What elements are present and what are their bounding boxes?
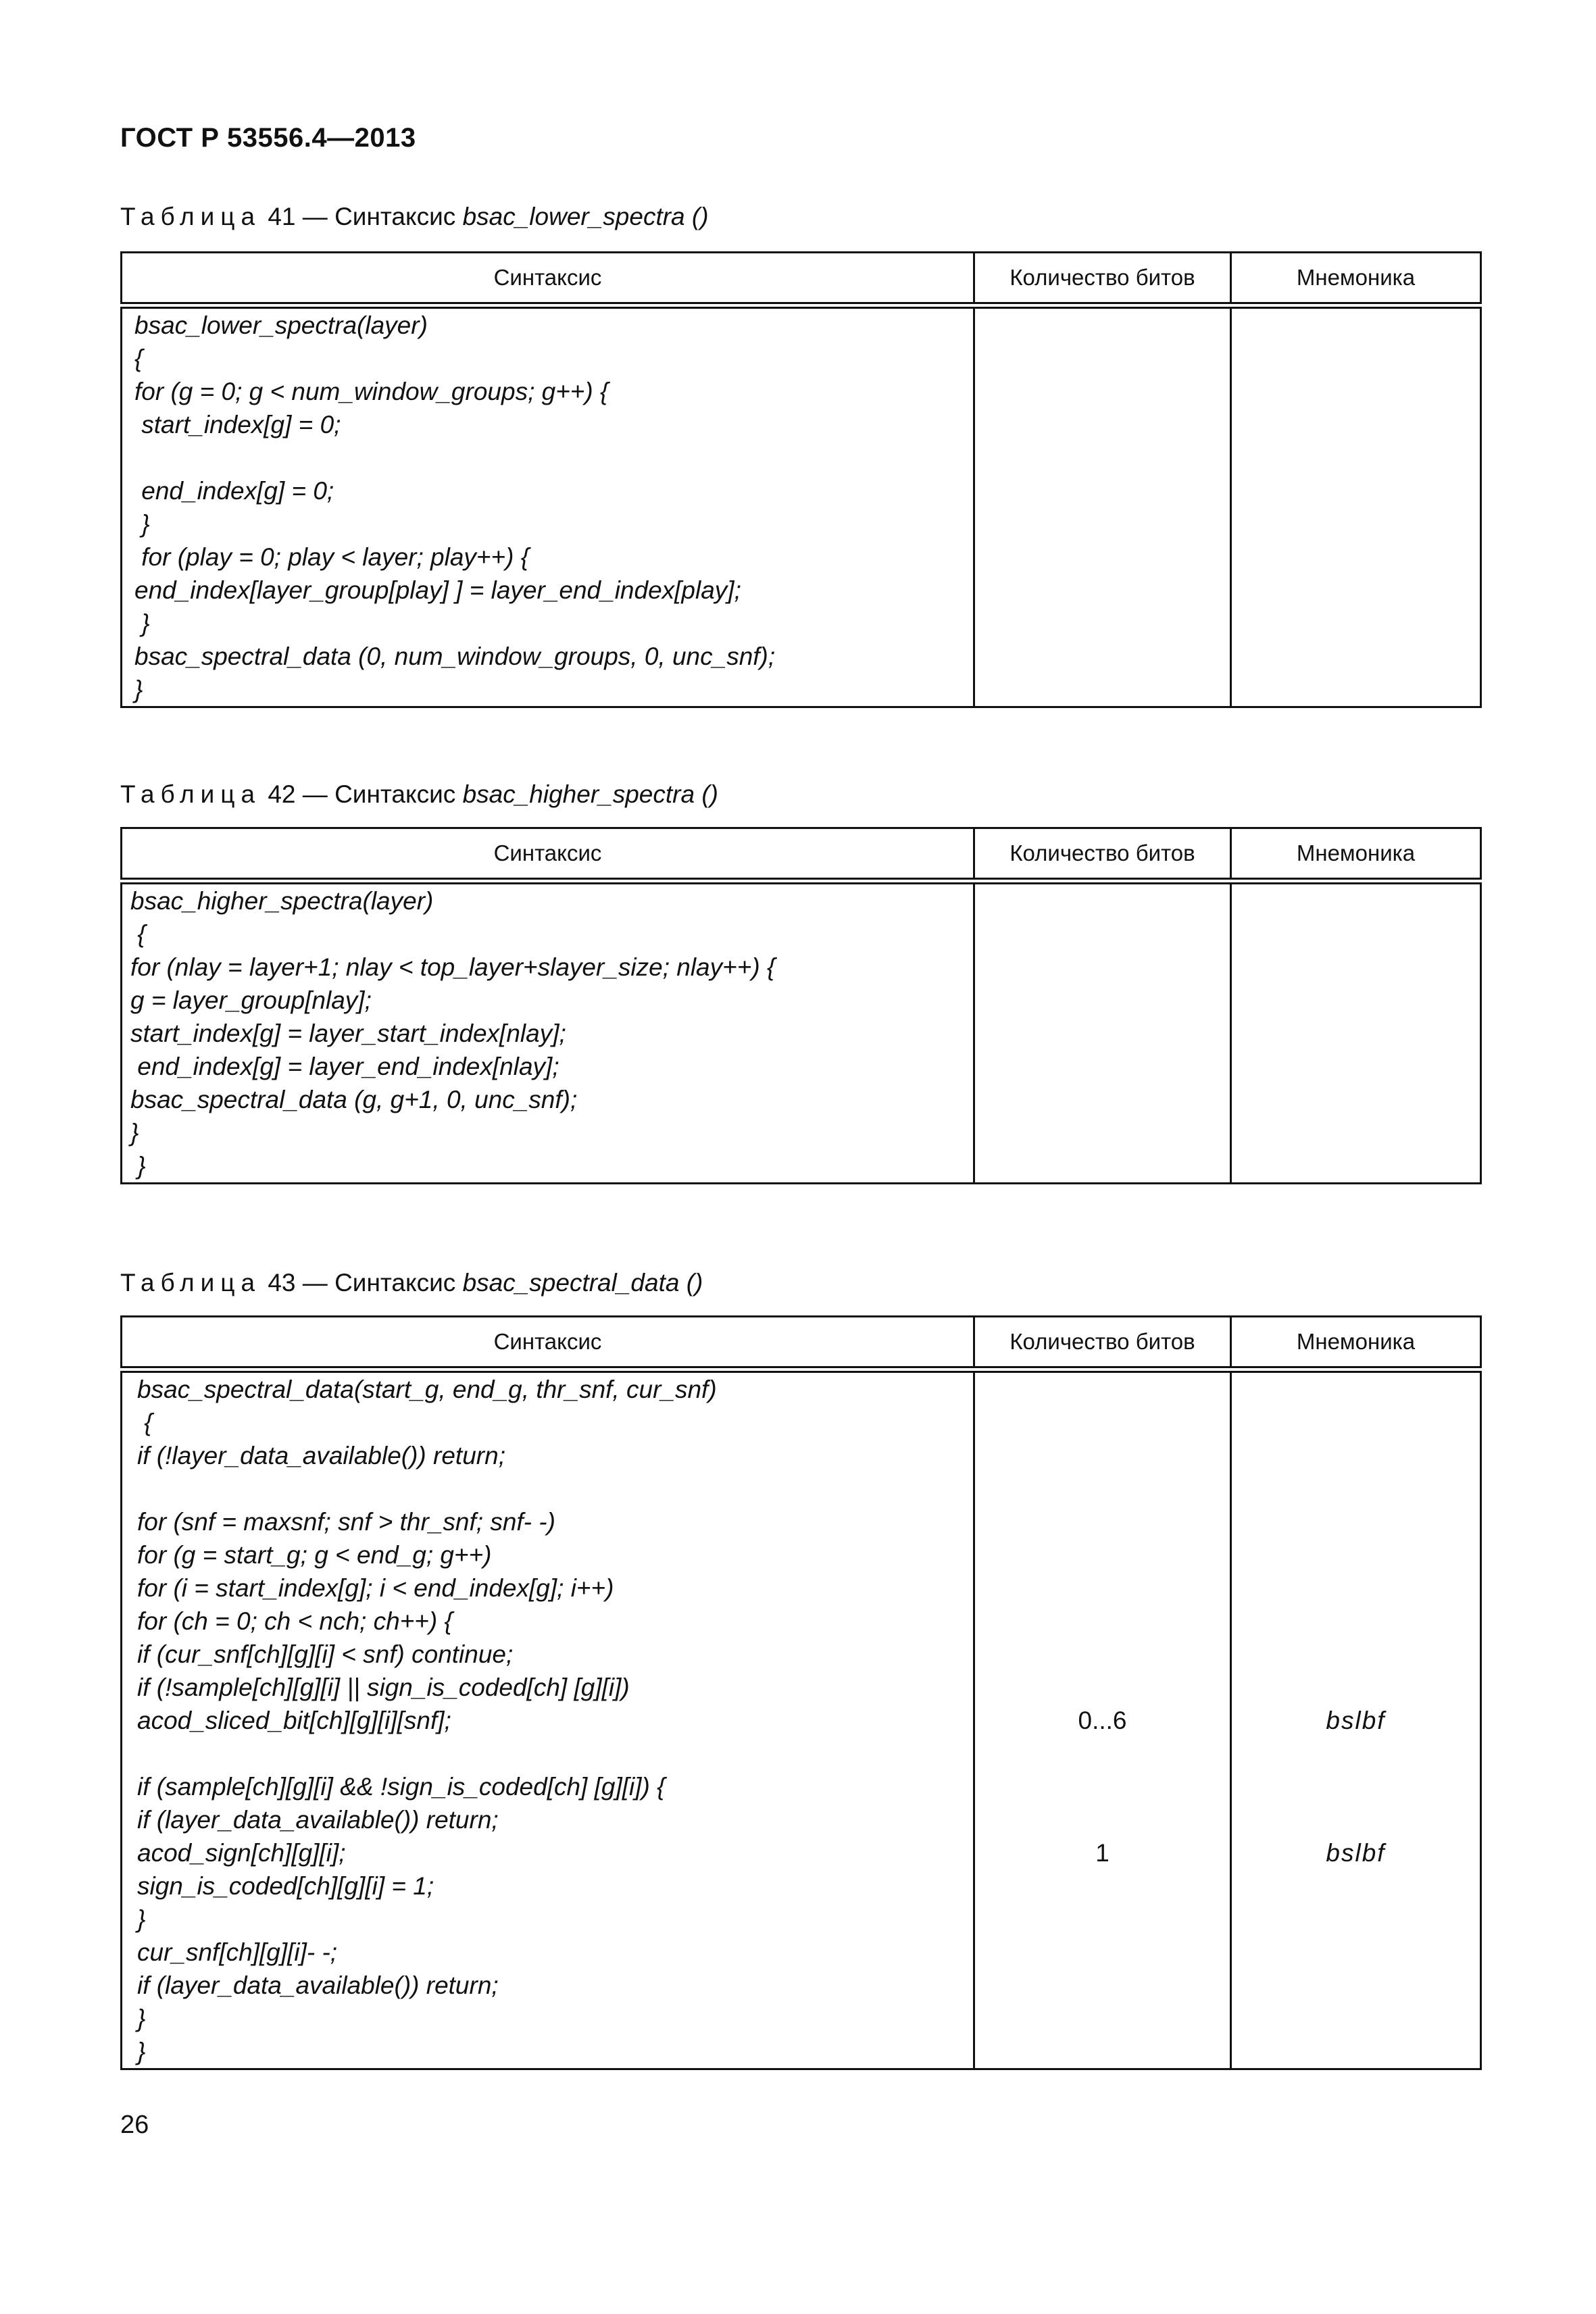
code-line: }: [137, 2005, 146, 2032]
mnemonic-value: [1232, 1638, 1480, 1671]
mnemonic-cell: [1231, 881, 1481, 1184]
column-header-mnemonic: Мнемоника: [1231, 1317, 1481, 1370]
code-line: }: [134, 609, 150, 637]
code-line: bsac_spectral_data(start_g, end_g, thr_snf, cur_snf): [137, 1376, 717, 1403]
page-number: 26: [120, 2111, 149, 2139]
bits-value: [975, 1737, 1230, 1770]
code-line: [134, 441, 973, 474]
table-41-caption: [120, 203, 709, 231]
code-line: }: [137, 2038, 146, 2065]
code-line: bsac_higher_spectra(layer): [130, 887, 434, 915]
code-line: }: [130, 1119, 139, 1147]
code-line: {: [134, 345, 143, 372]
mnemonic-value: [1232, 1969, 1480, 2002]
mnemonic-value: bslbf: [1326, 1839, 1386, 1867]
bits-cell: [974, 305, 1231, 707]
column-header-mnemonic: Мнемоника: [1231, 828, 1481, 882]
bits-value: [975, 1505, 1230, 1538]
code-line: start_index[g] = layer_start_index[nlay];: [130, 1020, 566, 1047]
bits-value: [975, 2035, 1230, 2068]
bits-value: [975, 1605, 1230, 1638]
mnemonic-value: bslbf: [1326, 1707, 1386, 1734]
mnemonic-value: [1232, 1472, 1480, 1505]
code-line: end_index[layer_group[play] ] = layer_end_index[play];: [134, 576, 741, 604]
code-line: start_index[g] = 0;: [134, 411, 341, 438]
code-line: bsac_spectral_data (g, g+1, 0, unc_snf);: [130, 1086, 578, 1113]
syntax-code-block: [122, 1369, 974, 2069]
mnemonic-value: [1232, 1538, 1480, 1571]
column-header-syntax: Синтаксис: [122, 1317, 974, 1370]
bits-value: [975, 1406, 1230, 1439]
document-id: ГОСТ Р 53556.4—2013: [120, 123, 416, 153]
caption-text: 42 — Синтаксис: [268, 780, 456, 808]
table-row: [122, 305, 1481, 707]
code-line: for (g = start_g; g < end_g; g++): [137, 1541, 492, 1569]
code-line: {: [130, 920, 146, 948]
mnemonic-value: [1232, 1803, 1480, 1836]
table-43: [120, 1315, 1482, 2070]
mnemonic-value: [1232, 1406, 1480, 1439]
code-line: if (layer_data_available()) return;: [137, 1971, 499, 1999]
bits-value: [975, 1969, 1230, 2002]
column-header-syntax: Синтаксис: [122, 253, 974, 306]
mnemonic-cell: [1231, 1369, 1481, 2069]
bits-value: [975, 1472, 1230, 1505]
caption-text: 43 — Синтаксис: [268, 1269, 456, 1297]
mnemonic-cell: [1231, 305, 1481, 707]
code-line: bsac_lower_spectra(layer): [134, 311, 428, 339]
bits-value: [975, 1638, 1230, 1671]
code-line: end_index[g] = layer_end_index[nlay];: [130, 1053, 559, 1080]
syntax-code-block: [122, 305, 974, 707]
column-header-bits: Количество битов: [974, 253, 1231, 306]
code-line: g = layer_group[nlay];: [130, 986, 372, 1014]
bits-value: [975, 1903, 1230, 1936]
code-line: for (ch = 0; ch < nch; ch++) {: [137, 1607, 453, 1635]
code-line: acod_sign[ch][g][i];: [137, 1839, 346, 1867]
code-line: if (!layer_data_available()) return;: [137, 1442, 505, 1469]
column-header-bits: Количество битов: [974, 828, 1231, 882]
mnemonic-value: [1232, 2035, 1480, 2068]
code-line: for (nlay = layer+1; nlay < top_layer+slayer_size; nlay++) {: [130, 953, 776, 981]
syntax-code-block: [122, 881, 974, 1184]
table-42-caption: [120, 780, 718, 809]
mnemonic-value: [1232, 1671, 1480, 1704]
bits-value: [975, 1869, 1230, 1903]
bits-value: [975, 1936, 1230, 1969]
code-line: }: [137, 1905, 146, 1933]
caption-word: Таблица: [120, 1269, 261, 1297]
code-line: }: [134, 510, 150, 538]
code-line: sign_is_coded[ch][g][i] = 1;: [137, 1872, 434, 1900]
column-header-mnemonic: Мнемоника: [1231, 253, 1481, 306]
caption-function: bsac_spectral_data (): [462, 1269, 703, 1297]
bits-cell: [974, 1369, 1231, 2069]
caption-word: Таблица: [120, 203, 261, 230]
bits-value: 0...6: [1078, 1707, 1127, 1734]
code-line: end_index[g] = 0;: [134, 477, 334, 505]
code-line: bsac_spectral_data (0, num_window_groups, 0, unc_snf);: [134, 643, 776, 670]
bits-value: [975, 1439, 1230, 1472]
caption-function: bsac_lower_spectra (): [462, 203, 709, 230]
table-43-caption: [120, 1269, 703, 1297]
bits-value: [975, 1770, 1230, 1803]
bits-value: 1: [1095, 1839, 1109, 1867]
code-line: [137, 1737, 973, 1770]
code-line: for (g = 0; g < num_window_groups; g++) {: [134, 378, 609, 405]
mnemonic-value: [1232, 1936, 1480, 1969]
mnemonic-value: [1232, 1571, 1480, 1605]
mnemonic-value: [1232, 1903, 1480, 1936]
bits-value: [975, 1373, 1230, 1406]
mnemonic-value: [1232, 1869, 1480, 1903]
caption-word: Таблица: [120, 780, 261, 808]
table-41: [120, 251, 1482, 708]
code-line: if (!sample[ch][g][i] || sign_is_coded[ch] [g][i]): [137, 1674, 630, 1701]
column-header-syntax: Синтаксис: [122, 828, 974, 882]
code-line: for (snf = maxsnf; snf > thr_snf; snf- -): [137, 1508, 555, 1536]
caption-text: 41 — Синтаксис: [268, 203, 456, 230]
mnemonic-value: [1232, 1770, 1480, 1803]
table-row: [122, 1369, 1481, 2069]
bits-value: [975, 1538, 1230, 1571]
column-header-bits: Количество битов: [974, 1317, 1231, 1370]
mnemonic-value: [1232, 1737, 1480, 1770]
bits-value: [975, 1571, 1230, 1605]
code-line: acod_sliced_bit[ch][g][i][snf];: [137, 1707, 451, 1734]
bits-cell: [974, 881, 1231, 1184]
mnemonic-value: [1232, 1505, 1480, 1538]
code-line: {: [137, 1409, 153, 1436]
table-42: [120, 827, 1482, 1184]
code-line: }: [130, 1152, 146, 1180]
mnemonic-value: [1232, 2002, 1480, 2035]
table-row: [122, 881, 1481, 1184]
code-line: if (cur_snf[ch][g][i] < snf) continue;: [137, 1640, 514, 1668]
code-line: if (sample[ch][g][i] && !sign_is_coded[ch] [g][i]) {: [137, 1773, 666, 1801]
code-line: cur_snf[ch][g][i]- -;: [137, 1938, 338, 1966]
code-line: }: [134, 676, 143, 703]
caption-function: bsac_higher_spectra (): [462, 780, 718, 808]
mnemonic-value: [1232, 1439, 1480, 1472]
code-line: for (play = 0; play < layer; play++) {: [134, 543, 530, 571]
mnemonic-value: [1232, 1373, 1480, 1406]
bits-value: [975, 1671, 1230, 1704]
code-line: [137, 1472, 973, 1505]
code-line: for (i = start_index[g]; i < end_index[g]; i++): [137, 1574, 614, 1602]
bits-value: [975, 2002, 1230, 2035]
bits-value: [975, 1803, 1230, 1836]
mnemonic-value: [1232, 1605, 1480, 1638]
code-line: if (layer_data_available()) return;: [137, 1806, 499, 1834]
